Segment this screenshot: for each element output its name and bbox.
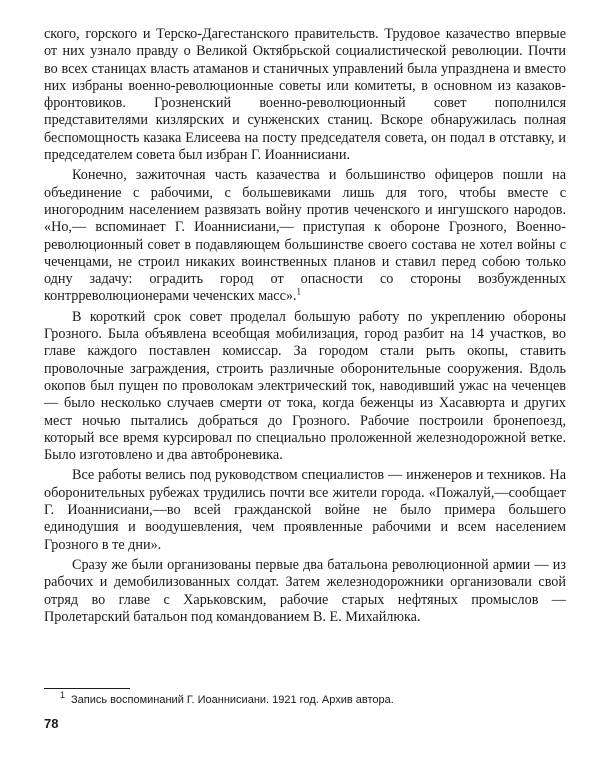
paragraph-2	[44, 167, 566, 305]
paragraph-4: Все работы велись под руководством специалистов — инженеров и техников. На оборонительных рубежах трудились почти все жители города. «Пожалуй,—сообщает Г. Иоаннисиани,—во всей гражданской войне не было примера большего единодушия и воодушевления, чем проявленные рабочими и всем населением Грозного в те дни».	[44, 467, 566, 553]
footnote-divider	[44, 688, 130, 689]
footnote-reference: 1	[296, 286, 302, 297]
page-number: 78	[44, 716, 59, 731]
footnote-text: Запись воспоминаний Г. Иоаннисиани. 1921 год. Архив автора.	[71, 694, 394, 706]
paragraph-1: ского, горского и Терско-Дагестанского правительств. Трудовое казачество впервые от них узнало правду о Великой Октябрьской социалистической революции. Почти во всех станицах власть атаманов и станичных управлений была упразднена и вместо них избраны военно-революционные советы или комитеты, в основном из казаков-фронтовиков. Грозненский военно-революционный совет пополнился представителями кизлярских и сунженских станиц. Вскоре обнаружилась полная беспомощность казака Елисеева на посту председателя совета, он подал в отставку, и председателем совета был избран Г. Иоаннисиани.	[44, 26, 566, 164]
footnote	[44, 690, 566, 707]
footnote-mark: 1	[60, 690, 66, 701]
paragraph-2-text: Конечно, зажиточная часть казачества и большинство офицеров пошли на объединение с рабочими, с большевиками лишь для того, чтобы вместе с иногородним населением развязать войну против чеченского и ингушского народов. «Но,— вспоминает Г. Иоаннисиани,— приступая к обороне Грозного, Военно-революционный совет в подавляющем большинстве своего состава не хотел войны с чеченцами, не строил никаких воинственных планов и ставил перед собою только одну задачу: оградить город от опасности со стороны возбужденных контрреволюционерами чеченских масс».	[44, 167, 566, 305]
body-text	[44, 26, 566, 626]
paragraph-5: Сразу же были организованы первые два батальона революционной армии — из рабочих и демобилизованных солдат. Затем железнодорожники организовали свой отряд во главе с Харьковским, рабочие старых нефтяных промыслов — Пролетарский батальон под командованием В. Е. Михайлюка.	[44, 556, 566, 625]
paragraph-3: В короткий срок совет проделал большую работу по укреплению обороны Грозного. Была объявлена всеобщая мобилизация, город разбит на 14 участков, во главе каждого поставлен комиссар. За городом стали рыть окопы, ставить проволочные заграждения, строить различные оборонительные сооружения. Вдоль окопов был пущен по проволокам электрический ток, наводивший ужас на чеченцев — было несколько случаев смерти от тока, когда беженцы из Хасавюрта и других мест ночью пытались добраться до Грозного. Рабочие построили бронепоезд, который все время курсировал по специально проложенной железнодорожной ветке. Было изготовлено и два автоброневика.	[44, 308, 566, 464]
